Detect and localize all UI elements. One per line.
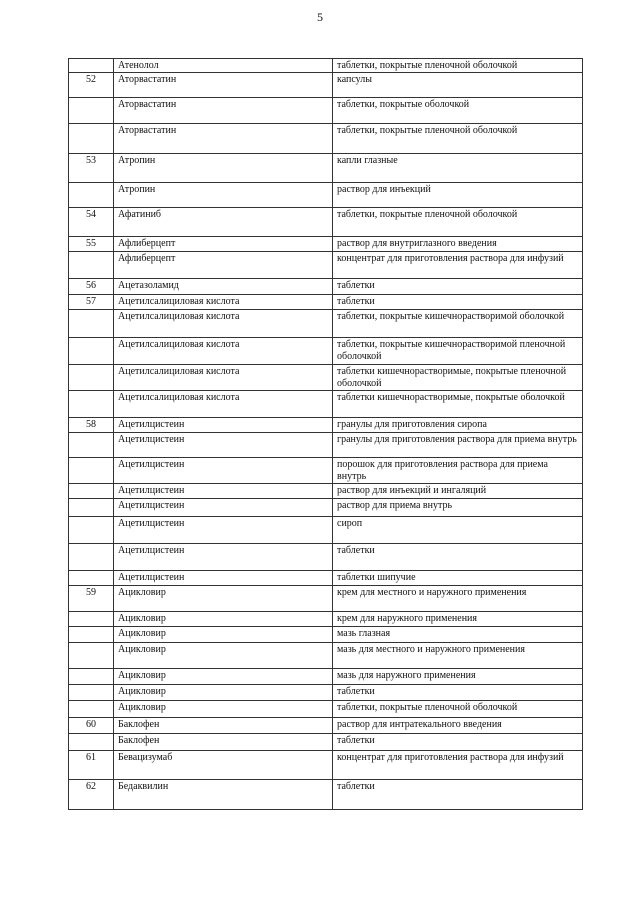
drug-name-cell: Ацетазоламид	[114, 279, 333, 295]
row-number-cell: 52	[69, 73, 114, 98]
dosage-form-cell: таблетки, покрытые пленочной оболочкой	[333, 701, 583, 718]
drug-name-cell: Аторвастатин	[114, 98, 333, 124]
dosage-form-cell: раствор для инъекций и ингаляций	[333, 484, 583, 499]
row-number-cell	[69, 612, 114, 627]
row-number-cell: 58	[69, 418, 114, 433]
drug-name-cell: Бевацизумаб	[114, 751, 333, 780]
row-number-cell	[69, 433, 114, 458]
dosage-form-cell: мазь глазная	[333, 627, 583, 643]
dosage-form-cell: таблетки	[333, 734, 583, 751]
row-number-cell: 62	[69, 780, 114, 810]
table-row	[69, 458, 583, 484]
table-row	[69, 627, 583, 643]
row-number-cell	[69, 252, 114, 279]
dosage-form-cell: раствор для приема внутрь	[333, 499, 583, 517]
drug-name-cell: Ацикловир	[114, 627, 333, 643]
dosage-form-cell: концентрат для приготовления раствора для инфузий	[333, 751, 583, 780]
dosage-form-cell: таблетки кишечнорастворимые, покрытые пленочной оболочкой	[333, 365, 583, 391]
dosage-form-cell: таблетки	[333, 780, 583, 810]
table-row	[69, 499, 583, 517]
row-number-cell	[69, 391, 114, 418]
dosage-form-cell: концентрат для приготовления раствора для инфузий	[333, 252, 583, 279]
row-number-cell	[69, 685, 114, 701]
drug-name-cell: Бедаквилин	[114, 780, 333, 810]
drug-name-cell: Баклофен	[114, 718, 333, 734]
drug-name-cell: Афлиберцепт	[114, 237, 333, 252]
table-row	[69, 669, 583, 685]
drug-name-cell: Ацикловир	[114, 612, 333, 627]
table-row	[69, 252, 583, 279]
row-number-cell: 59	[69, 586, 114, 612]
row-number-cell	[69, 669, 114, 685]
dosage-form-cell: раствор для внутриглазного введения	[333, 237, 583, 252]
row-number-cell: 55	[69, 237, 114, 252]
drug-name-cell: Аторвастатин	[114, 124, 333, 154]
table-row	[69, 391, 583, 418]
row-number-cell	[69, 571, 114, 586]
table-row	[69, 701, 583, 718]
dosage-form-cell: крем для местного и наружного применения	[333, 586, 583, 612]
drug-name-cell: Ацикловир	[114, 669, 333, 685]
table-row	[69, 685, 583, 701]
dosage-form-cell: таблетки, покрытые пленочной оболочкой	[333, 124, 583, 154]
drug-name-cell: Ацикловир	[114, 586, 333, 612]
table-row	[69, 571, 583, 586]
table-row	[69, 751, 583, 780]
dosage-form-cell: гранулы для приготовления раствора для приема внутрь	[333, 433, 583, 458]
dosage-form-cell: мазь для местного и наружного применения	[333, 643, 583, 669]
row-number-cell	[69, 183, 114, 208]
row-number-cell	[69, 458, 114, 484]
dosage-form-cell: таблетки	[333, 685, 583, 701]
table-row	[69, 124, 583, 154]
dosage-form-cell: крем для наружного применения	[333, 612, 583, 627]
table-row	[69, 295, 583, 310]
drug-name-cell: Ацетилсалициловая кислота	[114, 365, 333, 391]
row-number-cell	[69, 544, 114, 571]
drug-table	[68, 58, 583, 810]
dosage-form-cell: капли глазные	[333, 154, 583, 183]
drug-name-cell: Ацикловир	[114, 685, 333, 701]
row-number-cell: 60	[69, 718, 114, 734]
page-number: 5	[317, 10, 323, 24]
row-number-cell	[69, 627, 114, 643]
dosage-form-cell: таблетки, покрытые оболочкой	[333, 98, 583, 124]
dosage-form-cell: таблетки	[333, 279, 583, 295]
table-row	[69, 59, 583, 73]
table-row	[69, 338, 583, 365]
dosage-form-cell: порошок для приготовления раствора для приема внутрь	[333, 458, 583, 484]
drug-name-cell: Атропин	[114, 183, 333, 208]
row-number-cell	[69, 365, 114, 391]
row-number-cell: 54	[69, 208, 114, 237]
drug-name-cell: Атропин	[114, 154, 333, 183]
drug-name-cell: Афлиберцепт	[114, 252, 333, 279]
table-row	[69, 98, 583, 124]
dosage-form-cell: раствор для инъекций	[333, 183, 583, 208]
table-row	[69, 279, 583, 295]
drug-name-cell: Аторвастатин	[114, 73, 333, 98]
dosage-form-cell: таблетки, покрытые кишечнорастворимой пленочной оболочкой	[333, 338, 583, 365]
row-number-cell	[69, 124, 114, 154]
table-row	[69, 484, 583, 499]
drug-name-cell: Ацетилцистеин	[114, 458, 333, 484]
drug-name-cell: Афатиниб	[114, 208, 333, 237]
drug-name-cell: Ацетилцистеин	[114, 517, 333, 544]
table-row	[69, 365, 583, 391]
table-row	[69, 780, 583, 810]
dosage-form-cell: таблетки, покрытые кишечнорастворимой оболочкой	[333, 310, 583, 338]
drug-name-cell: Ацетилцистеин	[114, 499, 333, 517]
table-row	[69, 183, 583, 208]
row-number-cell	[69, 98, 114, 124]
table-row	[69, 433, 583, 458]
table-row	[69, 586, 583, 612]
drug-name-cell: Атенолол	[114, 59, 333, 73]
row-number-cell	[69, 59, 114, 73]
row-number-cell	[69, 338, 114, 365]
dosage-form-cell: мазь для наружного применения	[333, 669, 583, 685]
row-number-cell: 56	[69, 279, 114, 295]
table-row	[69, 73, 583, 98]
row-number-cell	[69, 734, 114, 751]
table-row	[69, 544, 583, 571]
dosage-form-cell: таблетки, покрытые пленочной оболочкой	[333, 59, 583, 73]
dosage-form-cell: таблетки	[333, 544, 583, 571]
row-number-cell	[69, 643, 114, 669]
drug-name-cell: Ацетилцистеин	[114, 418, 333, 433]
drug-name-cell: Ацетилцистеин	[114, 571, 333, 586]
table-row	[69, 237, 583, 252]
dosage-form-cell: таблетки, покрытые пленочной оболочкой	[333, 208, 583, 237]
table-row	[69, 643, 583, 669]
row-number-cell	[69, 499, 114, 517]
table-row	[69, 517, 583, 544]
drug-name-cell: Ацикловир	[114, 643, 333, 669]
row-number-cell: 61	[69, 751, 114, 780]
table-row	[69, 418, 583, 433]
table-row	[69, 734, 583, 751]
row-number-cell	[69, 517, 114, 544]
row-number-cell: 53	[69, 154, 114, 183]
drug-name-cell: Ацетилцистеин	[114, 433, 333, 458]
dosage-form-cell: гранулы для приготовления сиропа	[333, 418, 583, 433]
table-row	[69, 718, 583, 734]
table-row	[69, 208, 583, 237]
dosage-form-cell: сироп	[333, 517, 583, 544]
dosage-form-cell: раствор для интратекального введения	[333, 718, 583, 734]
drug-name-cell: Ацетилцистеин	[114, 544, 333, 571]
table-row	[69, 154, 583, 183]
row-number-cell	[69, 310, 114, 338]
table-row	[69, 612, 583, 627]
table-row	[69, 310, 583, 338]
row-number-cell	[69, 484, 114, 499]
dosage-form-cell: таблетки кишечнорастворимые, покрытые оболочкой	[333, 391, 583, 418]
drug-name-cell: Ацикловир	[114, 701, 333, 718]
dosage-form-cell: таблетки шипучие	[333, 571, 583, 586]
drug-name-cell: Ацетилцистеин	[114, 484, 333, 499]
drug-name-cell: Ацетилсалициловая кислота	[114, 391, 333, 418]
drug-name-cell: Баклофен	[114, 734, 333, 751]
dosage-form-cell: капсулы	[333, 73, 583, 98]
drug-name-cell: Ацетилсалициловая кислота	[114, 338, 333, 365]
drug-name-cell: Ацетилсалициловая кислота	[114, 310, 333, 338]
drug-name-cell: Ацетилсалициловая кислота	[114, 295, 333, 310]
row-number-cell: 57	[69, 295, 114, 310]
dosage-form-cell: таблетки	[333, 295, 583, 310]
row-number-cell	[69, 701, 114, 718]
